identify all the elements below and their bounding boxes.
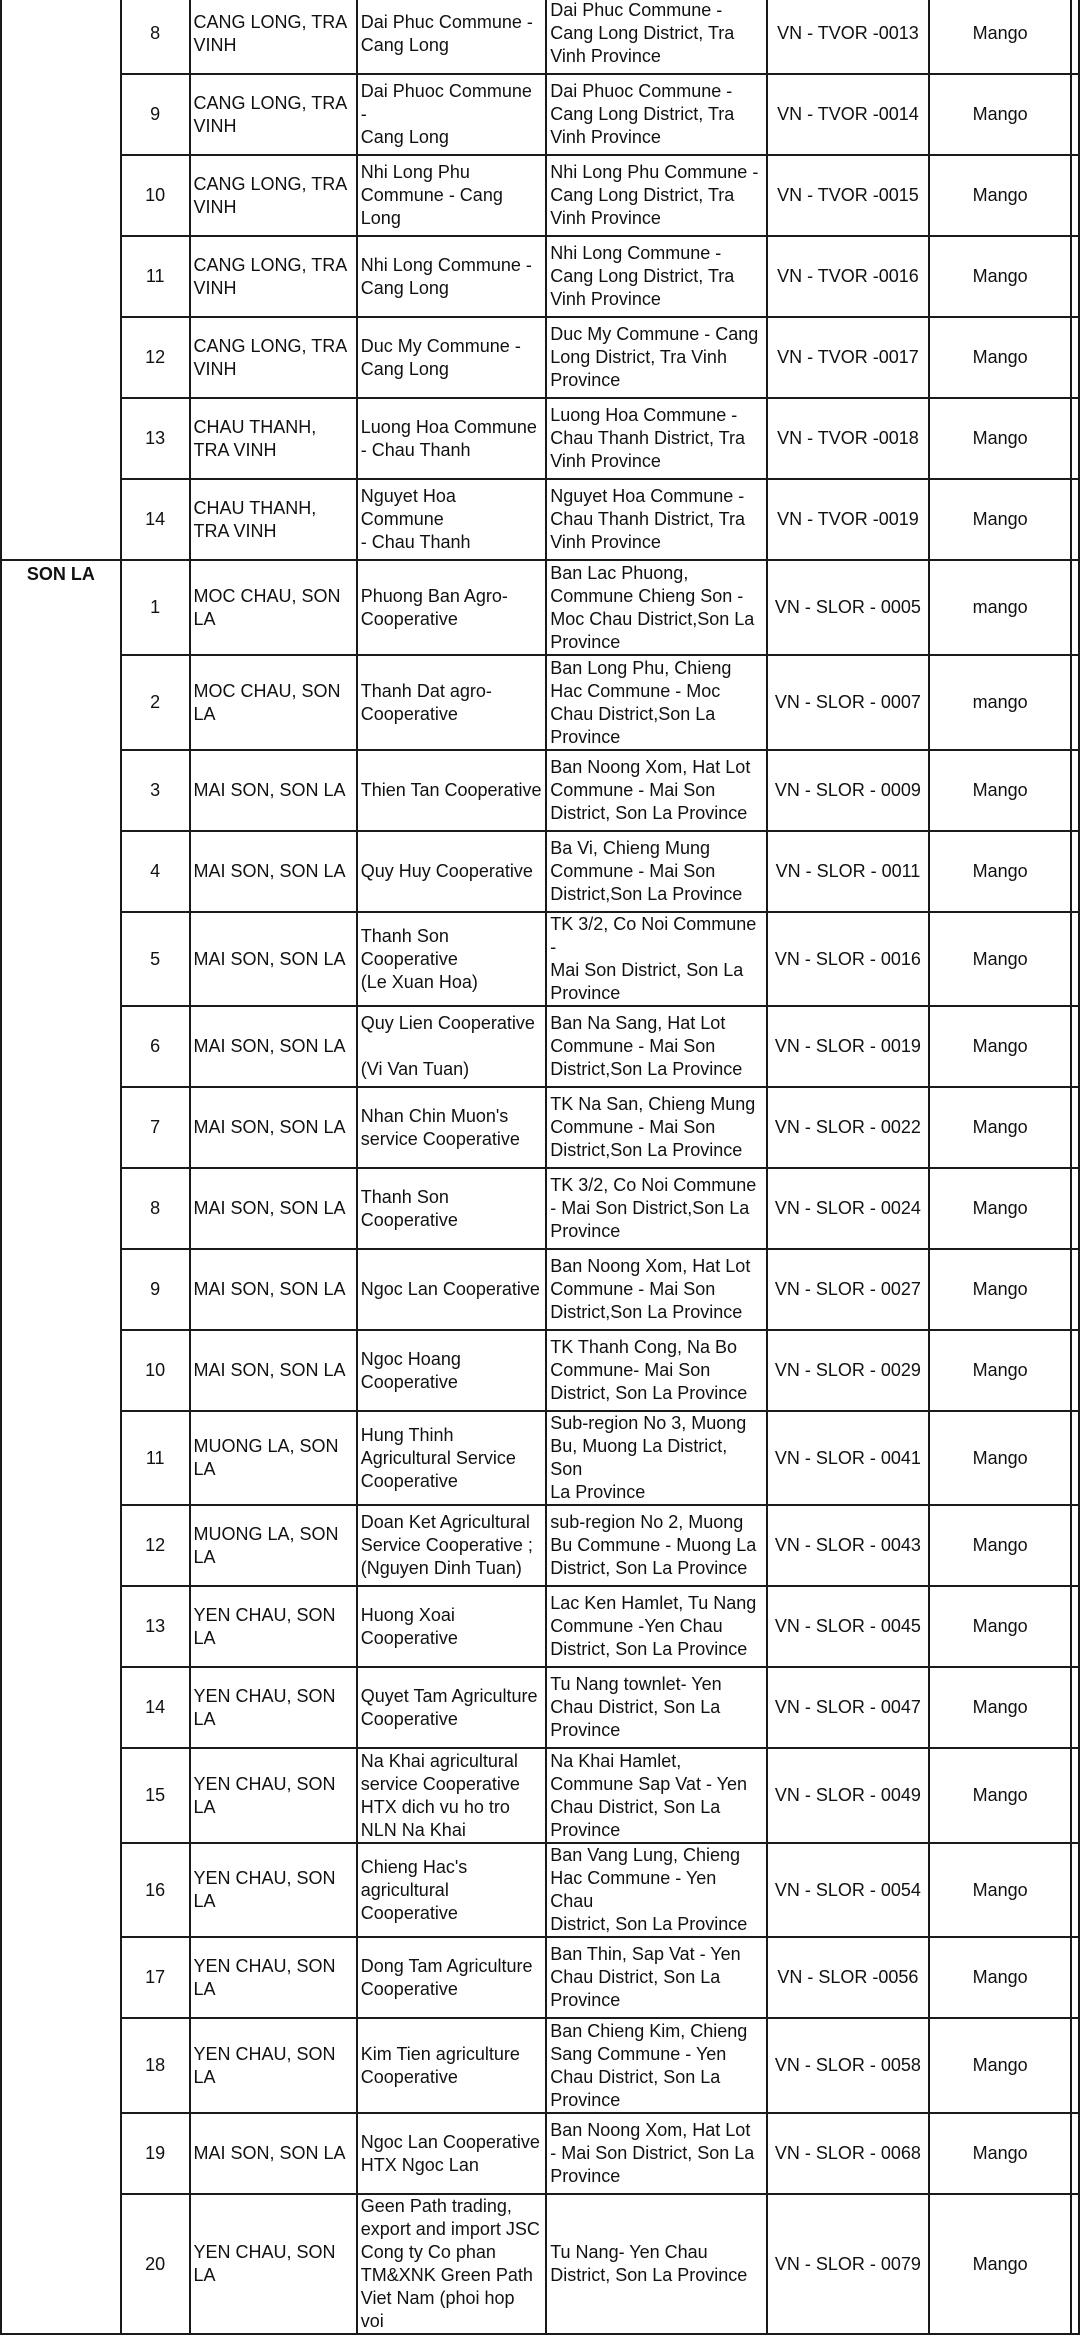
product-cell: Mango: [929, 1586, 1071, 1667]
table-row: [1, 1249, 1079, 1330]
name-cell: Geen Path trading, export and import JSC Cong ty Co phan TM&XNK Green Path Viet Nam (phoi hop voi: [357, 2194, 546, 2334]
region-cell: [1, 0, 121, 560]
table-row: [1, 2194, 1079, 2334]
address-cell: sub-region No 2, Muong Bu Commune - Muong La District, Son La Province: [546, 1505, 766, 1586]
name-cell: Quy Lien Cooperative (Vi Van Tuan): [357, 1006, 546, 1087]
row-number: 13: [121, 1586, 190, 1667]
table-row: [1, 1937, 1079, 2018]
code-cell: VN - SLOR - 0022: [767, 1087, 930, 1168]
product-cell: Mango: [929, 74, 1071, 155]
address-cell: TK 3/2, Co Noi Commune - Mai Son District,Son La Province: [546, 1168, 766, 1249]
name-cell: Ngoc Lan Cooperative HTX Ngoc Lan: [357, 2113, 546, 2194]
district-cell: MAI SON, SON LA: [190, 1330, 357, 1411]
code-cell: VN - SLOR - 0054: [767, 1843, 930, 1937]
empty-cell: [1071, 479, 1079, 560]
row-number: 5: [121, 912, 190, 1006]
address-cell: Ban Noong Xom, Hat Lot Commune - Mai Son District,Son La Province: [546, 1249, 766, 1330]
district-cell: MOC CHAU, SON LA: [190, 655, 357, 750]
name-cell: Nguyet Hoa Commune - Chau Thanh: [357, 479, 546, 560]
address-cell: Ban Na Sang, Hat Lot Commune - Mai Son District,Son La Province: [546, 1006, 766, 1087]
code-cell: VN - SLOR - 0016: [767, 912, 930, 1006]
product-cell: Mango: [929, 0, 1071, 74]
name-cell: Chieng Hac's agricultural Cooperative: [357, 1843, 546, 1937]
name-cell: Dai Phuc Commune - Cang Long: [357, 0, 546, 74]
row-number: 16: [121, 1843, 190, 1937]
address-cell: Nhi Long Phu Commune - Cang Long District, Tra Vinh Province: [546, 155, 766, 236]
district-cell: YEN CHAU, SON LA: [190, 1586, 357, 1667]
name-cell: Nhi Long Phu Commune - Cang Long: [357, 155, 546, 236]
district-cell: MAI SON, SON LA: [190, 1168, 357, 1249]
district-cell: MAI SON, SON LA: [190, 1087, 357, 1168]
product-cell: Mango: [929, 912, 1071, 1006]
address-cell: Sub-region No 3, Muong Bu, Muong La District, Son La Province: [546, 1411, 766, 1505]
name-cell: Doan Ket Agricultural Service Cooperative ; (Nguyen Dinh Tuan): [357, 1505, 546, 1586]
region-label: SON LA: [26, 564, 95, 584]
district-cell: CHAU THANH, TRA VINH: [190, 479, 357, 560]
table-row: [1, 831, 1079, 912]
code-cell: VN - SLOR - 0058: [767, 2018, 930, 2113]
empty-cell: [1071, 1586, 1079, 1667]
code-cell: VN - SLOR - 0049: [767, 1748, 930, 1843]
product-cell: Mango: [929, 155, 1071, 236]
empty-cell: [1071, 1249, 1079, 1330]
name-cell: Thanh Son Cooperative: [357, 1168, 546, 1249]
table-row: [1, 912, 1079, 1006]
table-row: [1, 1505, 1079, 1586]
address-cell: TK Thanh Cong, Na Bo Commune- Mai Son District, Son La Province: [546, 1330, 766, 1411]
product-cell: Mango: [929, 479, 1071, 560]
code-cell: VN - SLOR - 0007: [767, 655, 930, 750]
row-number: 1: [121, 560, 190, 655]
product-cell: Mango: [929, 1168, 1071, 1249]
district-cell: CHAU THANH, TRA VINH: [190, 398, 357, 479]
address-cell: Tu Nang- Yen Chau District, Son La Province: [546, 2194, 766, 2334]
address-cell: Dai Phuoc Commune - Cang Long District, Tra Vinh Province: [546, 74, 766, 155]
empty-cell: [1071, 2113, 1079, 2194]
product-cell: Mango: [929, 1087, 1071, 1168]
row-number: 11: [121, 1411, 190, 1505]
name-cell: Thanh Dat agro- Cooperative: [357, 655, 546, 750]
empty-cell: [1071, 236, 1079, 317]
district-cell: CANG LONG, TRA VINH: [190, 236, 357, 317]
address-cell: Ban Chieng Kim, Chieng Sang Commune - Yen Chau District, Son La Province: [546, 2018, 766, 2113]
address-cell: Lac Ken Hamlet, Tu Nang Commune -Yen Chau District, Son La Province: [546, 1586, 766, 1667]
code-cell: VN - TVOR -0014: [767, 74, 930, 155]
district-cell: YEN CHAU, SON LA: [190, 1843, 357, 1937]
product-cell: Mango: [929, 1748, 1071, 1843]
district-cell: MAI SON, SON LA: [190, 750, 357, 831]
empty-cell: [1071, 317, 1079, 398]
empty-cell: [1071, 655, 1079, 750]
product-cell: Mango: [929, 831, 1071, 912]
product-cell: Mango: [929, 398, 1071, 479]
district-cell: MAI SON, SON LA: [190, 2113, 357, 2194]
district-cell: CANG LONG, TRA VINH: [190, 74, 357, 155]
product-cell: Mango: [929, 2018, 1071, 2113]
row-number: 19: [121, 2113, 190, 2194]
product-cell: Mango: [929, 2113, 1071, 2194]
product-cell: mango: [929, 560, 1071, 655]
product-cell: Mango: [929, 1505, 1071, 1586]
row-number: 3: [121, 750, 190, 831]
district-cell: MAI SON, SON LA: [190, 912, 357, 1006]
address-cell: Ban Noong Xom, Hat Lot Commune - Mai Son District, Son La Province: [546, 750, 766, 831]
address-cell: Tu Nang townlet- Yen Chau District, Son La Province: [546, 1667, 766, 1748]
address-cell: Nguyet Hoa Commune - Chau Thanh District, Tra Vinh Province: [546, 479, 766, 560]
empty-cell: [1071, 750, 1079, 831]
empty-cell: [1071, 912, 1079, 1006]
district-cell: MAI SON, SON LA: [190, 1249, 357, 1330]
district-cell: YEN CHAU, SON LA: [190, 2194, 357, 2334]
code-cell: VN - SLOR - 0019: [767, 1006, 930, 1087]
code-cell: VN - SLOR - 0068: [767, 2113, 930, 2194]
table-row: [1, 1330, 1079, 1411]
product-cell: Mango: [929, 1330, 1071, 1411]
district-cell: CANG LONG, TRA VINH: [190, 0, 357, 74]
row-number: 13: [121, 398, 190, 479]
product-cell: Mango: [929, 1006, 1071, 1087]
table-row: [1, 74, 1079, 155]
name-cell: Thanh Son Cooperative (Le Xuan Hoa): [357, 912, 546, 1006]
district-cell: YEN CHAU, SON LA: [190, 1748, 357, 1843]
name-cell: Phuong Ban Agro- Cooperative: [357, 560, 546, 655]
product-cell: Mango: [929, 1411, 1071, 1505]
row-number: 10: [121, 155, 190, 236]
table-row: [1, 398, 1079, 479]
code-cell: VN - TVOR -0016: [767, 236, 930, 317]
district-cell: YEN CHAU, SON LA: [190, 2018, 357, 2113]
table-row: [1, 1411, 1079, 1505]
name-cell: Luong Hoa Commune - Chau Thanh: [357, 398, 546, 479]
name-cell: Nhan Chin Muon's service Cooperative: [357, 1087, 546, 1168]
district-cell: CANG LONG, TRA VINH: [190, 155, 357, 236]
table-row: [1, 655, 1079, 750]
table-row: [1, 1168, 1079, 1249]
name-cell: Dong Tam Agriculture Cooperative: [357, 1937, 546, 2018]
code-cell: VN - SLOR - 0009: [767, 750, 930, 831]
row-number: 10: [121, 1330, 190, 1411]
empty-cell: [1071, 2194, 1079, 2334]
district-cell: MUONG LA, SON LA: [190, 1505, 357, 1586]
empty-cell: [1071, 398, 1079, 479]
empty-cell: [1071, 1937, 1079, 2018]
code-cell: VN - SLOR - 0011: [767, 831, 930, 912]
table-row: [1, 479, 1079, 560]
table-row: [1, 1843, 1079, 1937]
table-row: [1, 1586, 1079, 1667]
empty-cell: [1071, 1843, 1079, 1937]
code-cell: VN - TVOR -0015: [767, 155, 930, 236]
address-cell: Ban Thin, Sap Vat - Yen Chau District, Son La Province: [546, 1937, 766, 2018]
region-cell: [1, 560, 121, 2334]
code-cell: VN - SLOR - 0079: [767, 2194, 930, 2334]
table-row: [1, 155, 1079, 236]
name-cell: Ngoc Hoang Cooperative: [357, 1330, 546, 1411]
address-cell: Na Khai Hamlet, Commune Sap Vat - Yen Chau District, Son La Province: [546, 1748, 766, 1843]
table-row: [1, 1748, 1079, 1843]
empty-cell: [1071, 831, 1079, 912]
district-cell: MOC CHAU, SON LA: [190, 560, 357, 655]
name-cell: Ngoc Lan Cooperative: [357, 1249, 546, 1330]
name-cell: Kim Tien agriculture Cooperative: [357, 2018, 546, 2113]
product-cell: Mango: [929, 1937, 1071, 2018]
address-cell: TK 3/2, Co Noi Commune - Mai Son District, Son La Province: [546, 912, 766, 1006]
product-cell: mango: [929, 655, 1071, 750]
name-cell: Na Khai agricultural service Cooperative HTX dich vu ho tro NLN Na Khai: [357, 1748, 546, 1843]
address-cell: Nhi Long Commune - Cang Long District, Tra Vinh Province: [546, 236, 766, 317]
table-row: [1, 1667, 1079, 1748]
code-cell: VN - SLOR - 0043: [767, 1505, 930, 1586]
empty-cell: [1071, 1168, 1079, 1249]
row-number: 12: [121, 1505, 190, 1586]
name-cell: Nhi Long Commune - Cang Long: [357, 236, 546, 317]
row-number: 4: [121, 831, 190, 912]
code-cell: VN - SLOR - 0047: [767, 1667, 930, 1748]
name-cell: Hung Thinh Agricultural Service Cooperative: [357, 1411, 546, 1505]
table-row: [1, 2113, 1079, 2194]
name-cell: Dai Phuoc Commune - Cang Long: [357, 74, 546, 155]
empty-cell: [1071, 74, 1079, 155]
product-cell: Mango: [929, 750, 1071, 831]
product-cell: Mango: [929, 2194, 1071, 2334]
empty-cell: [1071, 1748, 1079, 1843]
row-number: 11: [121, 236, 190, 317]
row-number: 8: [121, 0, 190, 74]
address-cell: Ban Lac Phuong, Commune Chieng Son - Moc Chau District,Son La Province: [546, 560, 766, 655]
address-cell: Ban Vang Lung, Chieng Hac Commune - Yen Chau District, Son La Province: [546, 1843, 766, 1937]
empty-cell: [1071, 1667, 1079, 1748]
district-cell: YEN CHAU, SON LA: [190, 1667, 357, 1748]
row-number: 9: [121, 1249, 190, 1330]
address-cell: Luong Hoa Commune - Chau Thanh District, Tra Vinh Province: [546, 398, 766, 479]
table-row: [1, 236, 1079, 317]
name-cell: Quyet Tam Agriculture Cooperative: [357, 1667, 546, 1748]
empty-cell: [1071, 0, 1079, 74]
code-cell: VN - SLOR -0056: [767, 1937, 930, 2018]
address-cell: TK Na San, Chieng Mung Commune - Mai Son District,Son La Province: [546, 1087, 766, 1168]
product-cell: Mango: [929, 317, 1071, 398]
table-row: [1, 560, 1079, 655]
row-number: 8: [121, 1168, 190, 1249]
product-cell: Mango: [929, 1667, 1071, 1748]
code-cell: VN - TVOR -0018: [767, 398, 930, 479]
address-cell: Dai Phuc Commune - Cang Long District, Tra Vinh Province: [546, 0, 766, 74]
empty-cell: [1071, 2018, 1079, 2113]
row-number: 15: [121, 1748, 190, 1843]
district-cell: CANG LONG, TRA VINH: [190, 317, 357, 398]
code-cell: VN - SLOR - 0041: [767, 1411, 930, 1505]
address-cell: Ban Long Phu, Chieng Hac Commune - Moc Chau District,Son La Province: [546, 655, 766, 750]
empty-cell: [1071, 155, 1079, 236]
row-number: 14: [121, 479, 190, 560]
empty-cell: [1071, 1006, 1079, 1087]
row-number: 17: [121, 1937, 190, 2018]
product-cell: Mango: [929, 1249, 1071, 1330]
table-row: [1, 750, 1079, 831]
code-cell: VN - SLOR - 0029: [767, 1330, 930, 1411]
address-cell: Ba Vi, Chieng Mung Commune - Mai Son District,Son La Province: [546, 831, 766, 912]
table-row: [1, 2018, 1079, 2113]
name-cell: Thien Tan Cooperative: [357, 750, 546, 831]
code-cell: VN - SLOR - 0045: [767, 1586, 930, 1667]
row-number: 12: [121, 317, 190, 398]
row-number: 2: [121, 655, 190, 750]
product-cell: Mango: [929, 1843, 1071, 1937]
producer-table-body: [1, 0, 1079, 2334]
row-number: 7: [121, 1087, 190, 1168]
empty-cell: [1071, 1411, 1079, 1505]
empty-cell: [1071, 1505, 1079, 1586]
name-cell: Huong Xoai Cooperative: [357, 1586, 546, 1667]
row-number: 20: [121, 2194, 190, 2334]
table-row: [1, 1087, 1079, 1168]
code-cell: VN - SLOR - 0005: [767, 560, 930, 655]
table-row: [1, 317, 1079, 398]
code-cell: VN - TVOR -0019: [767, 479, 930, 560]
code-cell: VN - TVOR -0013: [767, 0, 930, 74]
code-cell: VN - SLOR - 0027: [767, 1249, 930, 1330]
address-cell: Duc My Commune - Cang Long District, Tra Vinh Province: [546, 317, 766, 398]
empty-cell: [1071, 560, 1079, 655]
row-number: 18: [121, 2018, 190, 2113]
code-cell: VN - TVOR -0017: [767, 317, 930, 398]
address-cell: Ban Noong Xom, Hat Lot - Mai Son District, Son La Province: [546, 2113, 766, 2194]
table-row: [1, 1006, 1079, 1087]
code-cell: VN - SLOR - 0024: [767, 1168, 930, 1249]
district-cell: YEN CHAU, SON LA: [190, 1937, 357, 2018]
name-cell: Duc My Commune - Cang Long: [357, 317, 546, 398]
row-number: 9: [121, 74, 190, 155]
district-cell: MUONG LA, SON LA: [190, 1411, 357, 1505]
row-number: 14: [121, 1667, 190, 1748]
row-number: 6: [121, 1006, 190, 1087]
product-cell: Mango: [929, 236, 1071, 317]
district-cell: MAI SON, SON LA: [190, 831, 357, 912]
name-cell: Quy Huy Cooperative: [357, 831, 546, 912]
table-row: [1, 0, 1079, 74]
empty-cell: [1071, 1087, 1079, 1168]
district-cell: MAI SON, SON LA: [190, 1006, 357, 1087]
empty-cell: [1071, 1330, 1079, 1411]
